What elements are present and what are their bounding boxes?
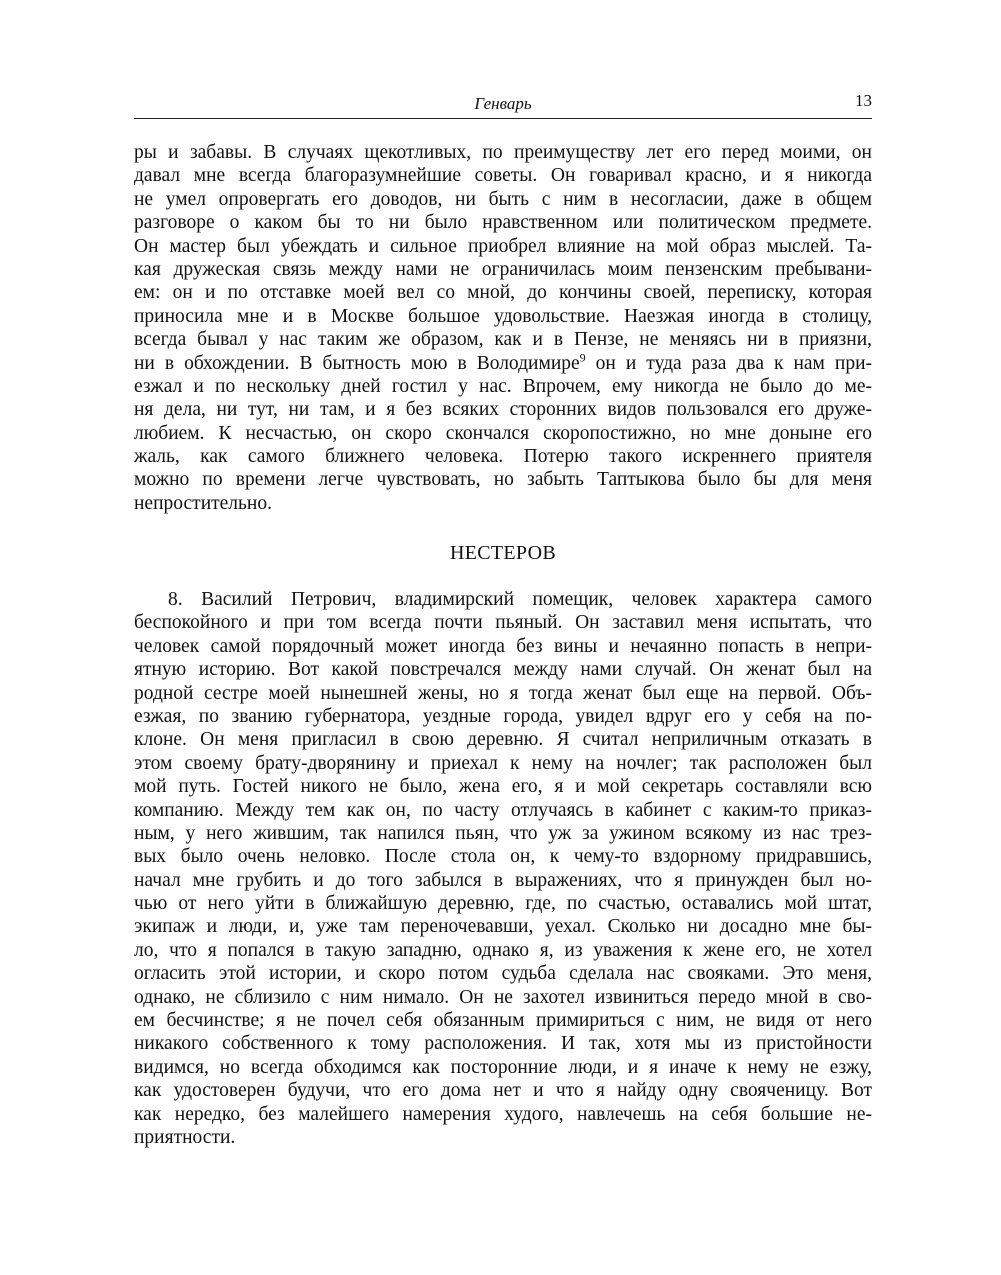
running-title: Генварь — [474, 94, 532, 113]
text-line: человек самой порядочный может иногда без вины и нечаянно попасть в непри- — [134, 635, 872, 657]
text-line: ня дела, ни тут, ни там, и я без всяких сторонних видов пользовался его друже- — [134, 399, 872, 421]
text-line: езжая, по званию губернатора, уездные города, увидел вдруг его у себя на по- — [134, 705, 872, 727]
text-line: начал мне грубить и до того забылся в выражениях, что я принужден был но- — [134, 869, 872, 891]
text-line: огласить этой истории, и скоро потом судьба сделала нас свояками. Это меня, — [134, 963, 872, 985]
text-line: ры и забавы. В случаях щекотливых, по преимуществу лет его перед моими, он — [134, 142, 872, 163]
page-header — [134, 88, 872, 119]
text-line: вых было очень неловко. После стола он, к чему-то вздорному придравшись, — [134, 846, 872, 868]
text-line: Он мастер был убеждать и сильное приобрел влияние на мой образ мыслей. Та- — [134, 235, 872, 257]
text-line: экипаж и люди, и, уже там переночевавши, уехал. Сколько ни досадно мне бы- — [134, 916, 872, 938]
text-line: компанию. Между тем как он, по часту отлучаясь в кабинет с каким-то приказ- — [134, 799, 872, 821]
text-line: ем: он и по отставке моей вел со мной, до кончины своей, переписку, которая — [134, 282, 872, 304]
text-line: клоне. Он меня пригласил в свою деревню. Я считал неприличным отказать в — [134, 729, 872, 751]
text-line: можно по времени легче чувствовать, но забыть Таптыкова было бы для меня — [134, 469, 872, 491]
paragraph-taptykov — [134, 141, 872, 515]
text-line: ным, у него жившим, так напился пьян, что уж за ужином всякому из нас трез- — [134, 822, 872, 844]
text-line: езжал и по нескольку дней гостил у нас. Впрочем, ему никогда не было до ме- — [134, 375, 872, 397]
text-line: приносила мне и в Москве большое удовольствие. Наезжая иногда в столицу, — [134, 305, 872, 327]
text-line: жаль, как самого ближнего человека. Потерю такого искреннего приятеля — [134, 446, 872, 468]
text-line: родной сестре моей нынешней жены, но я тогда женат был еще на первой. Объ- — [134, 682, 872, 704]
text-line: кая дружеская связь между нами не ограничилась моим пензенским пребывани- — [134, 258, 872, 280]
text-line: всегда бывал у нас таким же образом, как и в Пензе, не меняясь ни в приязни, — [134, 329, 872, 351]
text-line: никакого собственного к тому расположения. И так, хотя мы из пристойности — [134, 1033, 872, 1055]
text-line: беспокойного и при том всегда почти пьяный. Он заставил меня испытать, что — [134, 612, 872, 634]
text-line: этом своему брату-дворянину и приехал к нему на ночлег; так расположен был — [134, 752, 872, 774]
text-line: любием. К несчастью, он скоро скончался скоропостижно, но мне доныне его — [134, 422, 872, 444]
text-line: как нередко, без малейшего намерения худого, навлечешь на себя большие не- — [134, 1103, 872, 1125]
text-line: ятную историю. Вот какой повстречался между нами случай. Он женат был на — [134, 659, 872, 681]
text-line: ло, что я попался в такую западню, однако я, из уважения к жене его, не хотел — [134, 939, 872, 961]
footnote-reference[interactable]: 9 — [579, 350, 586, 365]
text-fragment: ни в обхождении. В бытность мою в Володимире — [134, 352, 580, 374]
text-fragment: он и туда раза два к нам при- — [585, 352, 873, 374]
section-heading: НЕСТЕРОВ — [450, 542, 556, 564]
text-line: не умел опровергать его доводов, ни быть с ним в несогласии, даже в общем — [134, 188, 872, 210]
text-line: приятности. — [134, 1126, 236, 1148]
text-line: как удостоверен будучи, что его дома нет и что я найду одну свояченицу. Вот — [134, 1080, 872, 1102]
text-line: видимся, но всегда обходимся как посторонние люди, и я иначе к нему не езжу, — [134, 1056, 872, 1078]
text-line: однако, не сблизило с ним нимало. Он не захотел извиниться передо мной в сво- — [134, 986, 872, 1008]
text-line: ем бесчинстве; я не почел себя обязанным примириться с ним, не видя от него — [134, 1010, 872, 1032]
text-line: разговоре о каком бы то ни было нравственном или политическом предмете. — [134, 212, 872, 234]
paragraph-nesterov — [134, 588, 872, 1149]
text-line-with-footnote — [134, 352, 872, 375]
text-line: давал мне всегда благоразумнейшие советы. Он говаривал красно, и я никогда — [134, 165, 872, 187]
text-line: 8. Василий Петрович, владимирский помещик, человек характера самого — [168, 589, 872, 610]
text-line: мой путь. Гостей никого не было, жена его, я и мой секретарь составляли всю — [134, 776, 872, 798]
text-line: непростительно. — [134, 492, 272, 514]
text-line: чью от него уйти в ближайшую деревню, где, по счастью, оставались мой штат, — [134, 893, 872, 915]
page-number: 13 — [855, 91, 872, 110]
